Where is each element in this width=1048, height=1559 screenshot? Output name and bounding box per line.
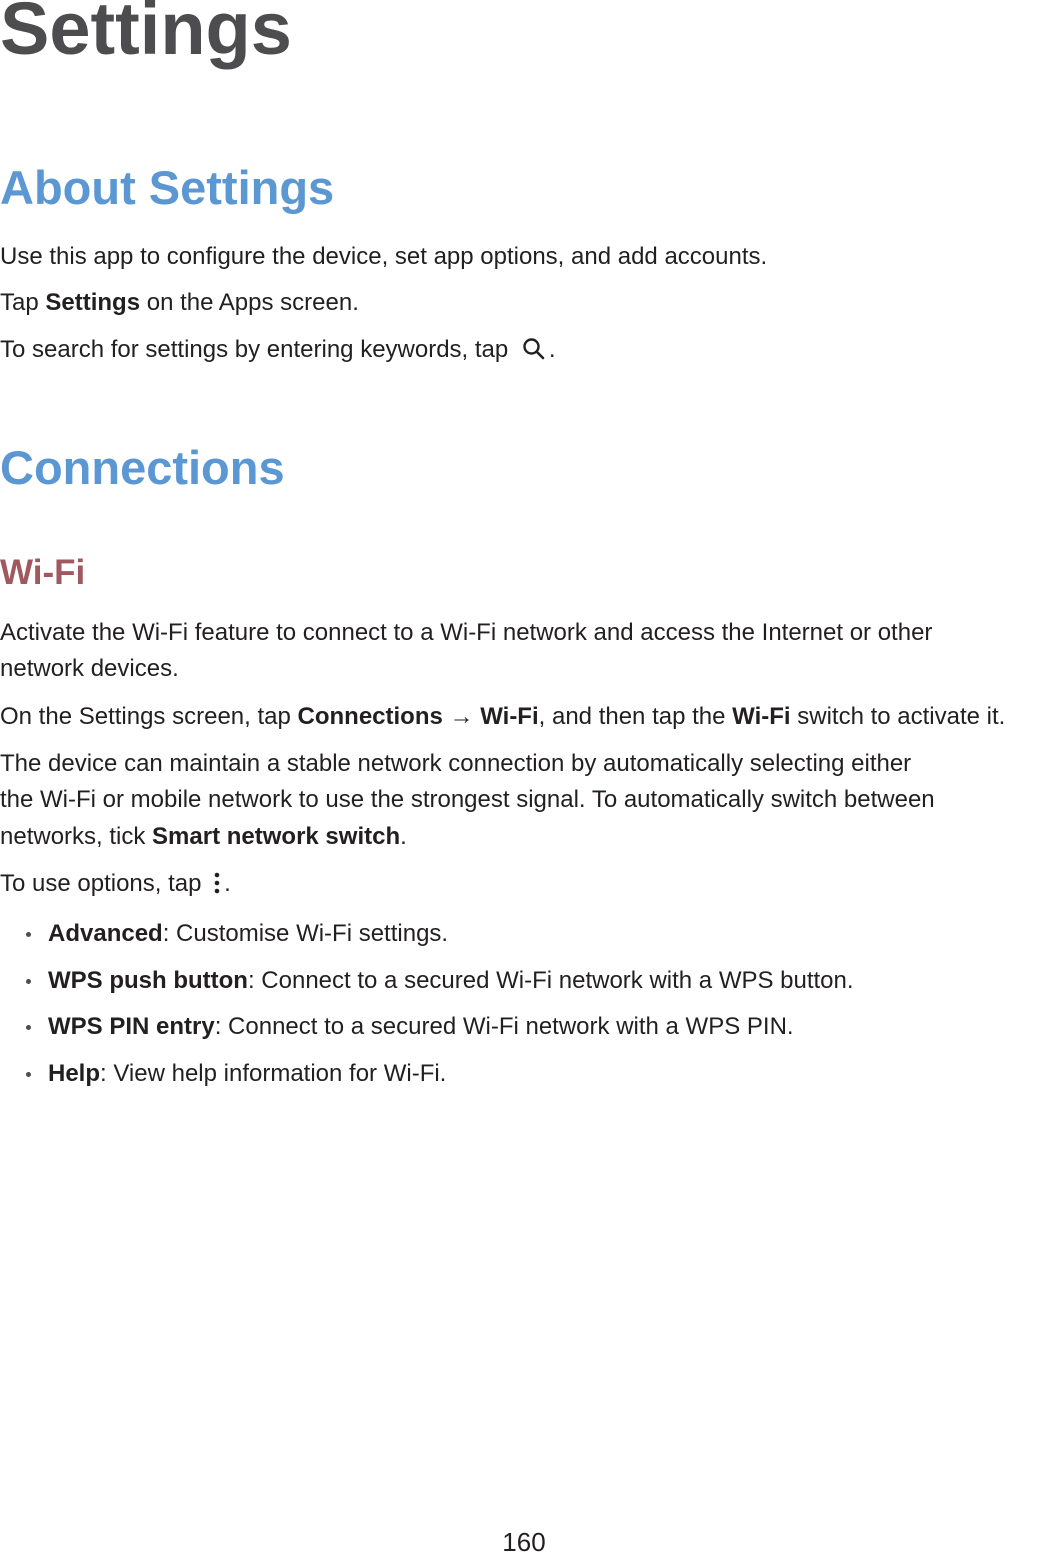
smart-network-switch-bold-label: Smart network switch bbox=[152, 823, 401, 850]
search-icon bbox=[521, 336, 547, 362]
text: , and then tap the bbox=[538, 703, 733, 730]
wifi-activate-paragraph bbox=[0, 699, 1005, 735]
page-number: 160 bbox=[502, 1527, 546, 1557]
list-item bbox=[0, 958, 854, 1005]
more-options-icon bbox=[212, 870, 222, 896]
text: To use options, tap bbox=[0, 870, 209, 897]
text: . bbox=[400, 823, 407, 850]
stable-connection-line-2: the Wi-Fi or mobile network to use the strongest signal. To automatically switch between bbox=[0, 786, 935, 813]
wifi-heading: Wi-Fi bbox=[0, 553, 86, 592]
option-name: WPS push button bbox=[48, 966, 248, 994]
about-settings-heading: About Settings bbox=[0, 161, 335, 214]
text: . bbox=[548, 336, 556, 363]
settings-bold-label: Settings bbox=[45, 289, 141, 316]
text: Tap bbox=[0, 289, 46, 316]
text: networks, tick bbox=[0, 823, 153, 850]
bullet-dot bbox=[26, 1025, 31, 1030]
option-name: Advanced bbox=[48, 920, 163, 947]
bullet-dot bbox=[26, 979, 31, 984]
wifi-intro-line-2: network devices. bbox=[0, 655, 179, 682]
wifi-intro-line-1: Activate the Wi-Fi feature to connect to a Wi-Fi network and access the Internet or other bbox=[0, 619, 933, 646]
wifi-bold-label: Wi-Fi bbox=[480, 703, 539, 730]
option-description: : Connect to a secured Wi-Fi network with a WPS PIN. bbox=[214, 1013, 794, 1040]
option-name: Help bbox=[48, 1059, 101, 1087]
tap-settings-paragraph bbox=[0, 285, 359, 321]
connections-heading: Connections bbox=[0, 441, 285, 494]
arrow: → bbox=[442, 703, 481, 730]
option-description: : View help information for Wi-Fi. bbox=[100, 1059, 447, 1087]
list-item bbox=[0, 1051, 854, 1098]
option-description: : Customise Wi-Fi settings. bbox=[162, 920, 449, 947]
list-item bbox=[0, 1004, 854, 1051]
text: switch to activate it. bbox=[790, 703, 1006, 730]
text: . bbox=[224, 870, 231, 897]
stable-connection-line-1: The device can maintain a stable network connection by automatically selecting either bbox=[0, 750, 912, 777]
bullet-dot bbox=[26, 1072, 31, 1077]
bullet-dot bbox=[26, 932, 31, 937]
chapter-title: Settings bbox=[0, 0, 292, 70]
wifi-switch-bold-label: Wi-Fi bbox=[732, 703, 791, 730]
connections-bold-label: Connections bbox=[297, 703, 443, 730]
text: On the Settings screen, tap bbox=[0, 703, 298, 730]
stable-connection-line-3 bbox=[0, 819, 407, 855]
search-paragraph bbox=[0, 332, 556, 368]
option-name: WPS PIN entry bbox=[48, 1013, 215, 1040]
text: on the Apps screen. bbox=[140, 289, 359, 316]
text: To search for settings by entering keywords, tap bbox=[0, 336, 515, 363]
options-paragraph bbox=[0, 866, 231, 902]
wifi-options-list bbox=[0, 911, 854, 1097]
about-intro-paragraph: Use this app to configure the device, set app options, and add accounts. bbox=[0, 243, 768, 270]
option-description: : Connect to a secured Wi-Fi network with a WPS button. bbox=[247, 966, 854, 994]
list-item bbox=[0, 911, 854, 958]
